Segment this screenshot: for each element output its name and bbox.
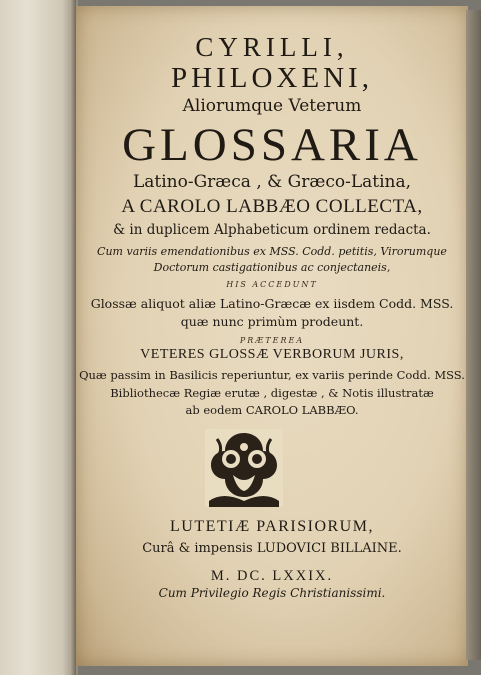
title-line-2: PHILOXENI, [171,62,373,94]
title-line-4: GLOSSARIA [122,119,422,171]
title-line-11: Glossæ aliquot aliæ Latino-Græcæ ex iisdem Codd. MSS. [90,296,454,311]
imprint-city: LUTETIÆ PARISIORUM, [170,518,374,535]
page-edge [466,10,481,660]
imprint-year: M. DC. LXXIX. [210,568,334,584]
book-binding [0,0,78,675]
title-line-6: A CAROLO LABBÆO COLLECTA, [121,196,423,217]
title-line-7: & in duplicem Alphabeticum ordinem redacta. [113,222,431,238]
title-line-8: Cum variis emendationibus ex MSS. Codd. petitis, Virorumque [97,245,447,258]
title-line-14: VETERES GLOSSÆ VERBORUM JURIS, [140,347,404,362]
imprint-privilege: Cum Privilegio Regis Christianissimi. [158,586,386,600]
title-line-16: Bibliothecæ Regiæ erutæ , digestæ , & Notis illustratæ [110,386,434,400]
title-line-5: Latino-Græca , & Græco-Latina, [132,172,412,192]
title-line-17: ab eodem CAROLO LABBÆO. [185,403,359,417]
title-line-12: quæ nunc primùm prodeunt. [180,314,364,329]
title-line-3: Aliorumque Veterum [182,96,362,116]
woodcut-ornament-icon [203,427,285,509]
title-line-1: CYRILLI, [195,32,349,62]
title-line-15: Quæ passim in Basilicis reperiuntur, ex variis perinde Codd. MSS. [79,368,465,382]
imprint-publisher: Curâ & impensis LUDOVICI BILLAINE. [142,541,402,556]
title-line-9: Doctorum castigationibus ac conjectaneis, [153,261,391,274]
title-line-13: PRÆTEREA [239,336,305,345]
title-line-10: HIS ACCEDUNT [226,280,318,289]
